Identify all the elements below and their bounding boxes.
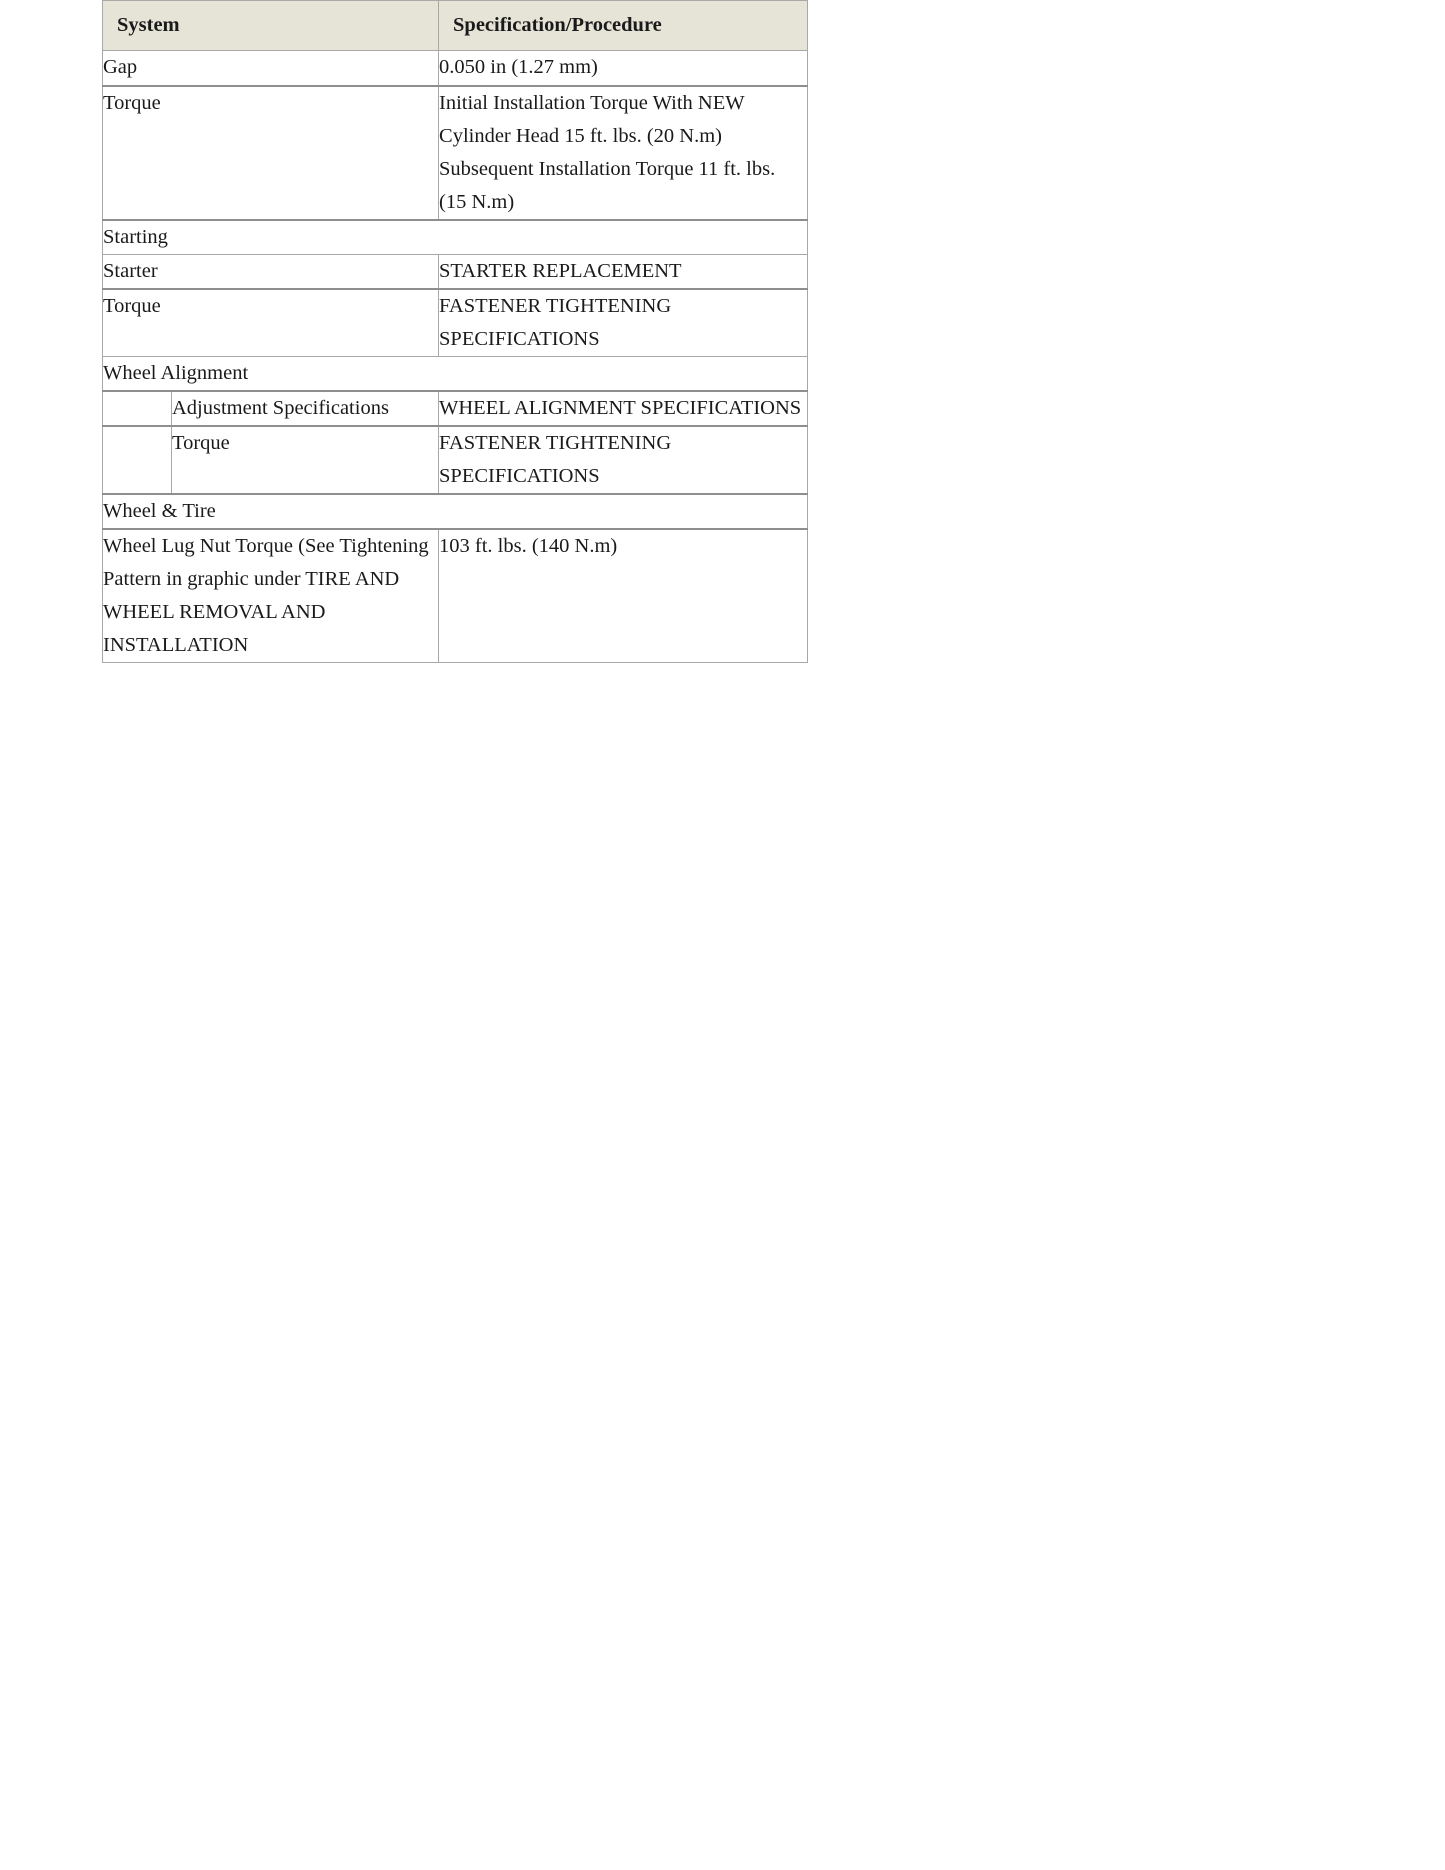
- table-row: [103, 391, 808, 426]
- group-row: [103, 220, 808, 255]
- table-row: [103, 426, 808, 494]
- table-header-row: [103, 1, 808, 51]
- table-row: [103, 86, 808, 220]
- system-cell: Torque: [172, 426, 439, 494]
- spec-cell: [439, 86, 808, 220]
- group-row: [103, 357, 808, 392]
- table-row: [103, 529, 808, 663]
- group-heading: Wheel & Tire: [103, 494, 808, 529]
- spec-cell: STARTER REPLACEMENT: [439, 255, 808, 290]
- specifications-table: [102, 0, 808, 663]
- table-row: [103, 289, 808, 357]
- header-system: System: [103, 1, 439, 51]
- system-cell: Torque: [103, 86, 439, 220]
- spec-cell: 0.050 in (1.27 mm): [439, 51, 808, 87]
- group-heading: Wheel Alignment: [103, 357, 808, 392]
- header-specification: Specification/Procedure: [439, 1, 808, 51]
- system-cell: Wheel Lug Nut Torque (See Tightening Pattern in graphic under TIRE AND WHEEL REMOVAL AND INSTALLATION: [103, 529, 439, 663]
- spec-cell: FASTENER TIGHTENING SPECIFICATIONS: [439, 426, 808, 494]
- table-row: [103, 51, 808, 87]
- spec-line: Initial Installation Torque With NEW Cylinder Head 15 ft. lbs. (20 N.m): [439, 92, 745, 147]
- indent-spacer-cell: [103, 391, 172, 426]
- group-heading: Starting: [103, 220, 808, 255]
- system-cell: Gap: [103, 51, 439, 87]
- system-cell: Adjustment Specifications: [172, 391, 439, 426]
- system-cell: Starter: [103, 255, 439, 290]
- indent-spacer-cell: [103, 426, 172, 494]
- group-row: [103, 494, 808, 529]
- spec-cell: WHEEL ALIGNMENT SPECIFICATIONS: [439, 391, 808, 426]
- table-row: [103, 255, 808, 290]
- spec-cell: 103 ft. lbs. (140 N.m): [439, 529, 808, 663]
- spec-cell: FASTENER TIGHTENING SPECIFICATIONS: [439, 289, 808, 357]
- spec-line: Subsequent Installation Torque 11 ft. lbs. (15 N.m): [439, 158, 776, 213]
- system-cell: Torque: [103, 289, 439, 357]
